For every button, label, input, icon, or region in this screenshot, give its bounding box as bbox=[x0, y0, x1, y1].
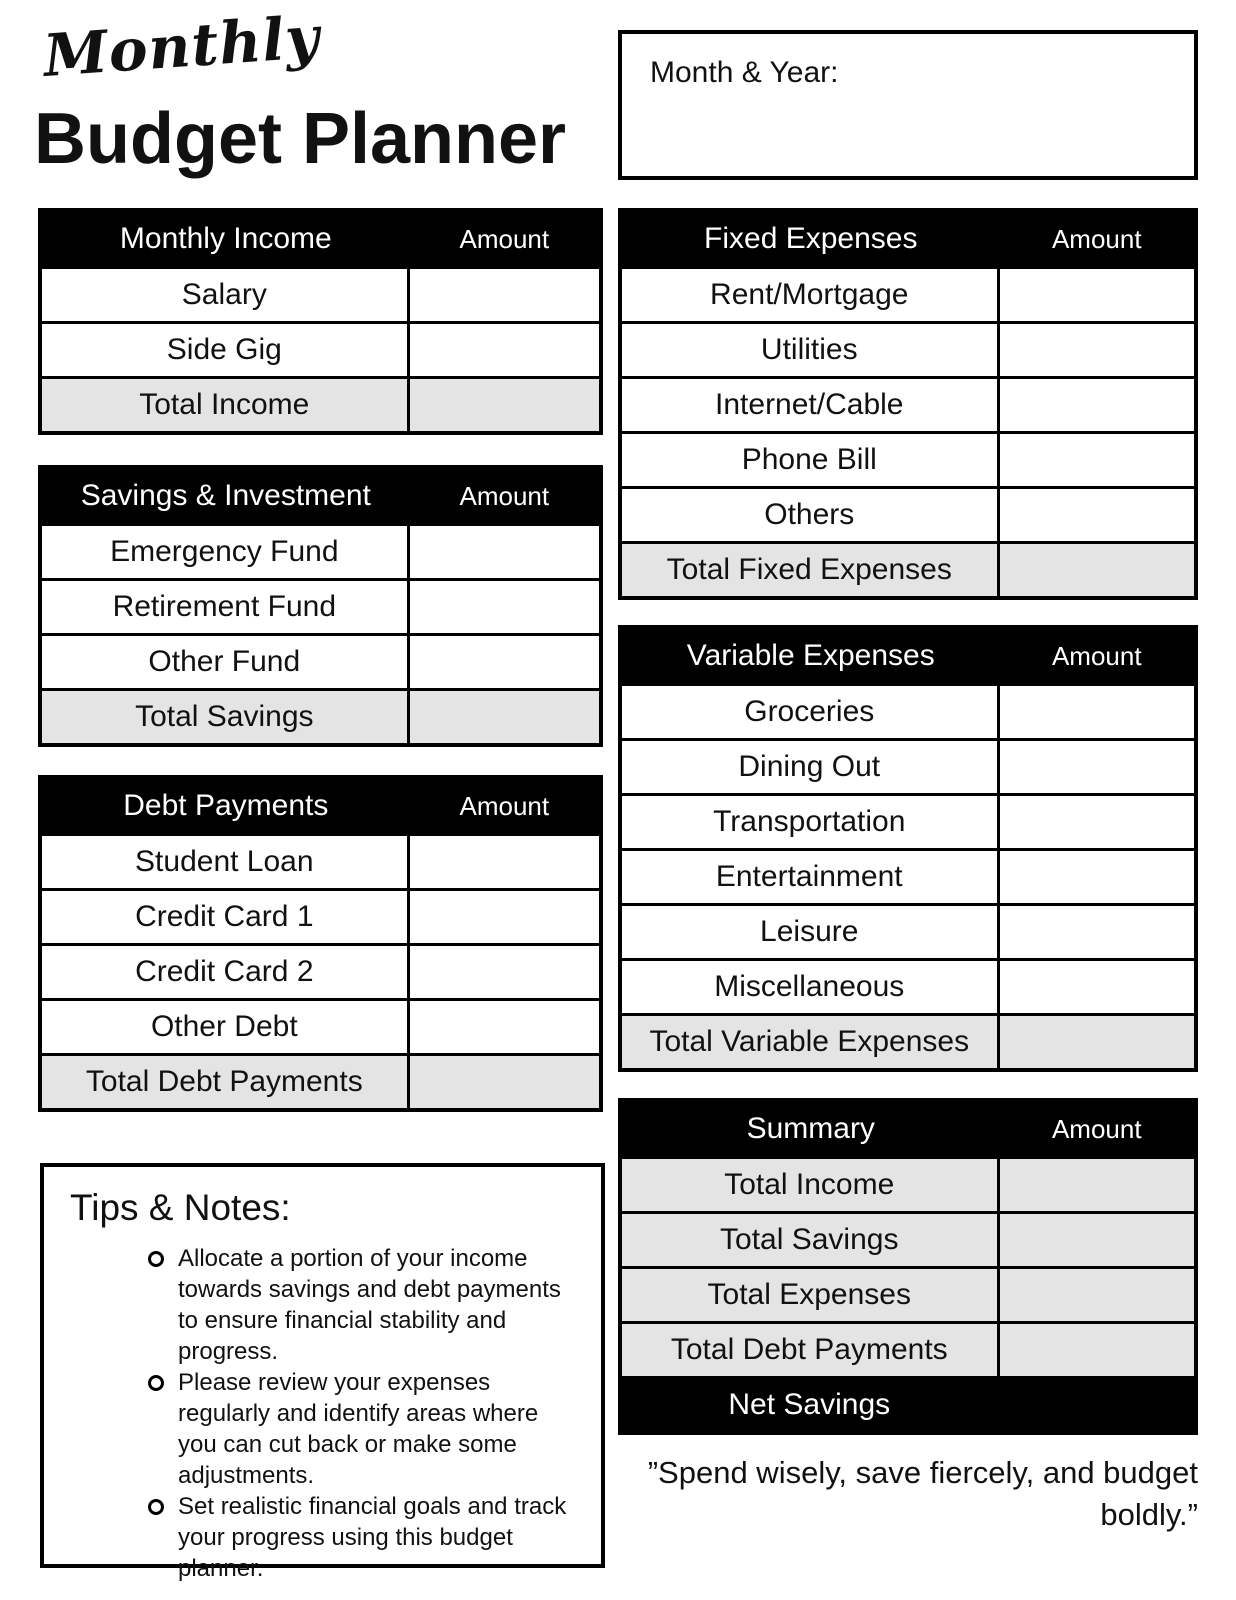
amount-cell[interactable] bbox=[1000, 796, 1194, 848]
amount-cell[interactable] bbox=[1000, 906, 1194, 958]
quote-text: ”Spend wisely, save fiercely, and budget boldly.” bbox=[647, 1455, 1198, 1532]
amount-cell[interactable] bbox=[410, 836, 599, 888]
row-label: Total Savings bbox=[622, 1214, 1000, 1266]
row-label: Transportation bbox=[622, 796, 1000, 848]
table-row bbox=[42, 943, 599, 998]
table-row bbox=[622, 903, 1194, 958]
table-row bbox=[42, 998, 599, 1053]
table-row bbox=[622, 1156, 1194, 1211]
table-title: Variable Expenses bbox=[686, 639, 935, 672]
row-label: Total Debt Payments bbox=[622, 1324, 1000, 1376]
tip-item bbox=[148, 1243, 576, 1367]
table-header bbox=[42, 779, 599, 833]
debt-payments-table bbox=[38, 775, 603, 1112]
amount-cell[interactable] bbox=[1000, 686, 1194, 738]
table-row bbox=[622, 431, 1194, 486]
amount-cell[interactable] bbox=[410, 891, 599, 943]
row-label: Total Expenses bbox=[622, 1269, 1000, 1321]
row-label: Utilities bbox=[622, 324, 1000, 376]
amount-cell[interactable] bbox=[1000, 1159, 1194, 1211]
row-label: Emergency Fund bbox=[42, 526, 410, 578]
table-title: Savings & Investment bbox=[80, 479, 371, 512]
amount-header: Amount bbox=[1051, 223, 1142, 254]
row-label: Internet/Cable bbox=[622, 379, 1000, 431]
row-label: Other Debt bbox=[42, 1001, 410, 1053]
table-row bbox=[622, 738, 1194, 793]
row-label: Credit Card 1 bbox=[42, 891, 410, 943]
amount-cell[interactable] bbox=[1000, 544, 1194, 596]
amount-cell[interactable] bbox=[410, 581, 599, 633]
table-header bbox=[622, 629, 1194, 683]
amount-header: Amount bbox=[1051, 640, 1142, 671]
net-savings-row bbox=[622, 1376, 1194, 1431]
total-row bbox=[42, 1053, 599, 1108]
table-row bbox=[42, 321, 599, 376]
table-header bbox=[42, 469, 599, 523]
tips-heading: Tips & Notes: bbox=[70, 1187, 291, 1228]
tip-item bbox=[148, 1367, 576, 1491]
total-row-label: Total Debt Payments bbox=[42, 1056, 410, 1108]
amount-cell[interactable] bbox=[410, 1056, 599, 1108]
title-script: Monthly bbox=[41, 2, 323, 90]
total-row-label: Total Variable Expenses bbox=[622, 1016, 1000, 1068]
table-title: Debt Payments bbox=[123, 789, 329, 822]
amount-header: Amount bbox=[459, 223, 550, 254]
tip-text: Allocate a portion of your income towards savings and debt payments to ensure financial stability and progress. bbox=[178, 1245, 561, 1365]
amount-cell[interactable] bbox=[1000, 434, 1194, 486]
table-header bbox=[622, 1102, 1194, 1156]
table-row bbox=[622, 1211, 1194, 1266]
total-row-label: Total Savings bbox=[42, 691, 410, 743]
table-row bbox=[42, 633, 599, 688]
row-label: Total Income bbox=[622, 1159, 1000, 1211]
table-row bbox=[622, 486, 1194, 541]
amount-cell[interactable] bbox=[1000, 1269, 1194, 1321]
amount-cell[interactable] bbox=[1000, 1214, 1194, 1266]
table-title: Summary bbox=[746, 1112, 875, 1145]
amount-header: Amount bbox=[459, 790, 550, 821]
bullet-icon bbox=[148, 1375, 164, 1391]
total-row bbox=[42, 688, 599, 743]
amount-cell[interactable] bbox=[1000, 1016, 1194, 1068]
table-row bbox=[42, 578, 599, 633]
row-label: Other Fund bbox=[42, 636, 410, 688]
monthly-income-table bbox=[38, 208, 603, 435]
table-row bbox=[622, 683, 1194, 738]
table-header bbox=[42, 212, 599, 266]
summary-table bbox=[618, 1098, 1198, 1435]
table-row bbox=[622, 793, 1194, 848]
amount-cell[interactable] bbox=[410, 526, 599, 578]
variable-expenses-table bbox=[618, 625, 1198, 1072]
tip-text: Set realistic financial goals and track your progress using this budget planner. bbox=[178, 1493, 567, 1582]
amount-cell[interactable] bbox=[1000, 851, 1194, 903]
table-row bbox=[42, 266, 599, 321]
total-row bbox=[622, 1013, 1194, 1068]
table-row bbox=[622, 376, 1194, 431]
row-label: Phone Bill bbox=[622, 434, 1000, 486]
month-year-box[interactable] bbox=[618, 30, 1198, 180]
total-row bbox=[42, 376, 599, 431]
amount-cell[interactable] bbox=[410, 946, 599, 998]
table-header bbox=[622, 212, 1194, 266]
table-row bbox=[622, 958, 1194, 1013]
table-row bbox=[42, 888, 599, 943]
table-row bbox=[622, 321, 1194, 376]
amount-cell[interactable] bbox=[410, 636, 599, 688]
amount-header: Amount bbox=[459, 480, 550, 511]
month-year-label: Month & Year: bbox=[650, 56, 839, 89]
table-row bbox=[42, 833, 599, 888]
amount-cell[interactable] bbox=[1000, 1324, 1194, 1376]
amount-cell[interactable] bbox=[410, 324, 599, 376]
tip-item bbox=[148, 1491, 576, 1584]
amount-cell[interactable] bbox=[1000, 379, 1194, 431]
amount-cell[interactable] bbox=[1000, 324, 1194, 376]
row-label: Side Gig bbox=[42, 324, 410, 376]
row-label: Groceries bbox=[622, 686, 1000, 738]
total-row-label: Total Income bbox=[42, 379, 410, 431]
bullet-icon bbox=[148, 1251, 164, 1267]
tips-notes-box bbox=[40, 1163, 605, 1582]
amount-cell[interactable] bbox=[410, 379, 599, 431]
amount-cell[interactable] bbox=[1000, 489, 1194, 541]
row-label: Credit Card 2 bbox=[42, 946, 410, 998]
tip-text: Please review your expenses regularly and identify areas where you can cut back or make some adjustments. bbox=[178, 1369, 539, 1489]
total-row-label: Total Fixed Expenses bbox=[622, 544, 1000, 596]
table-title: Fixed Expenses bbox=[704, 222, 918, 255]
row-label: Salary bbox=[42, 269, 410, 321]
fixed-expenses-table bbox=[618, 208, 1198, 600]
row-label: Student Loan bbox=[42, 836, 410, 888]
amount-cell[interactable] bbox=[1000, 961, 1194, 1013]
amount-cell[interactable] bbox=[410, 1001, 599, 1053]
row-label: Others bbox=[622, 489, 1000, 541]
savings-investment-table bbox=[38, 465, 603, 747]
amount-cell[interactable] bbox=[410, 269, 599, 321]
row-label: Retirement Fund bbox=[42, 581, 410, 633]
total-row bbox=[622, 541, 1194, 596]
table-row bbox=[622, 848, 1194, 903]
row-label: Dining Out bbox=[622, 741, 1000, 793]
tips-list bbox=[148, 1243, 576, 1584]
table-row bbox=[622, 266, 1194, 321]
row-label: Rent/Mortgage bbox=[622, 269, 1000, 321]
table-row bbox=[42, 523, 599, 578]
page-title: Budget Planner bbox=[34, 99, 567, 179]
bullet-icon bbox=[148, 1499, 164, 1515]
amount-cell[interactable] bbox=[410, 691, 599, 743]
net-savings-label: Net Savings bbox=[728, 1388, 891, 1421]
amount-cell[interactable] bbox=[1000, 1379, 1194, 1431]
table-row bbox=[622, 1321, 1194, 1376]
row-label: Leisure bbox=[622, 906, 1000, 958]
table-row bbox=[622, 1266, 1194, 1321]
row-label: Entertainment bbox=[622, 851, 1000, 903]
table-title: Monthly Income bbox=[119, 222, 332, 255]
row-label: Miscellaneous bbox=[622, 961, 1000, 1013]
amount-cell[interactable] bbox=[1000, 741, 1194, 793]
amount-cell[interactable] bbox=[1000, 269, 1194, 321]
amount-header: Amount bbox=[1051, 1113, 1142, 1144]
